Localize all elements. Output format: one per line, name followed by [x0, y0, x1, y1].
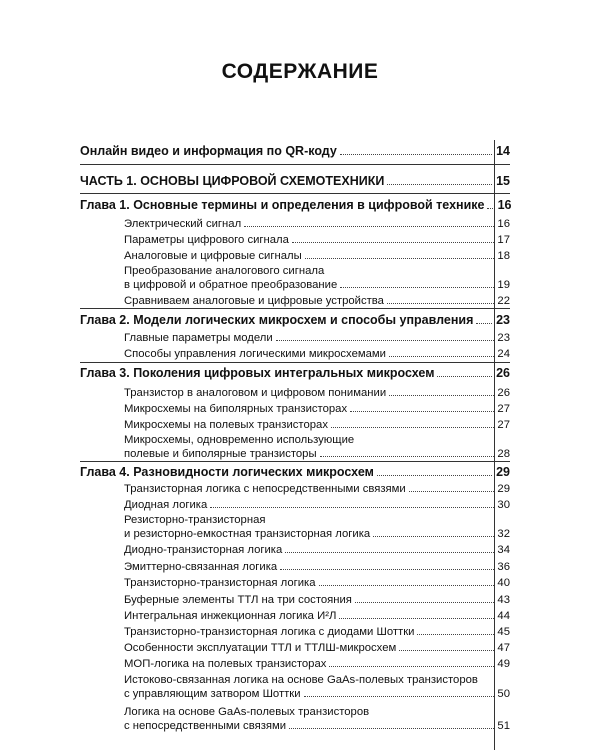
toc-entry-online[interactable]: [80, 144, 510, 158]
toc-subentry[interactable]: [124, 332, 510, 344]
toc-entry-part1[interactable]: [80, 174, 510, 188]
dot-leader: [377, 475, 492, 476]
toc-page-number: 43: [497, 594, 510, 606]
toc-subentry[interactable]: [124, 528, 510, 540]
toc-page-number: 24: [497, 348, 510, 360]
toc-page-number: 14: [496, 144, 510, 158]
toc-subentry[interactable]: [124, 642, 510, 654]
toc-subentry[interactable]: [124, 403, 510, 415]
toc-entry-title: Микросхемы на полевых транзисторах: [124, 419, 328, 431]
toc-entry-chapter4[interactable]: [80, 465, 510, 479]
toc-page-number: 32: [497, 528, 510, 540]
dot-leader: [276, 340, 494, 341]
toc-page-number: 29: [497, 483, 510, 495]
dot-leader: [387, 184, 492, 185]
toc-page-number: 30: [497, 499, 510, 511]
divider: [80, 461, 510, 462]
toc-subentry[interactable]: [124, 610, 510, 622]
toc-subentry[interactable]: [124, 419, 510, 431]
toc-subentry[interactable]: [124, 577, 510, 589]
toc-page-number: 50: [497, 688, 510, 700]
dot-leader: [437, 376, 492, 377]
dot-leader: [355, 602, 494, 603]
toc-page-number: 18: [497, 250, 510, 262]
toc-page-number: 23: [496, 313, 510, 327]
toc-subentry[interactable]: [124, 448, 510, 460]
toc-page-number: 44: [497, 610, 510, 622]
divider: [80, 308, 510, 309]
toc-entry-title: Параметры цифрового сигнала: [124, 234, 289, 246]
dot-leader: [305, 258, 494, 259]
toc-page-number: 45: [497, 626, 510, 638]
toc-page-number: 17: [497, 234, 510, 246]
dot-leader: [487, 208, 493, 209]
dot-leader: [304, 696, 494, 697]
toc-entry-title-line1: Резисторно-транзисторная: [124, 514, 266, 526]
toc-entry-title: Микросхемы на биполярных транзисторах: [124, 403, 348, 415]
toc-page-number: 29: [496, 465, 510, 479]
toc-subentry[interactable]: [124, 234, 510, 246]
toc-subentry[interactable]: [124, 295, 510, 307]
toc-page-number: 36: [497, 561, 510, 573]
dot-leader: [319, 585, 494, 586]
toc-subentry[interactable]: [124, 250, 510, 262]
dot-leader: [244, 226, 494, 227]
divider: [80, 362, 510, 363]
dot-leader: [289, 728, 494, 729]
toc-entry-title: Интегральная инжекционная логика И²Л: [124, 610, 337, 622]
toc-page-number: 22: [497, 295, 510, 307]
toc-entry-title: МОП-логика на полевых транзисторах: [124, 658, 327, 670]
dot-leader: [389, 395, 494, 396]
toc-subentry[interactable]: [124, 483, 510, 495]
toc-page-number: 19: [497, 279, 510, 291]
toc-entry-title: Глава 2. Модели логических микросхем и способы управления: [80, 313, 474, 327]
toc-entry-title: полевые и биполярные транзисторы: [124, 448, 317, 460]
dot-leader: [389, 356, 494, 357]
toc-entry-title: Аналоговые и цифровые сигналы: [124, 250, 302, 262]
toc-entry-title: Диодная логика: [124, 499, 208, 511]
toc-entry-title: Особенности эксплуатации ТТЛ и ТТЛШ-микросхем: [124, 642, 397, 654]
dot-leader: [320, 456, 494, 457]
toc-page-number: 15: [496, 174, 510, 188]
toc-entry-title: Диодно-транзисторная логика: [124, 544, 283, 556]
toc-page-number: 23: [497, 332, 510, 344]
toc-entry-title: Транзисторная логика с непосредственными связями: [124, 483, 406, 495]
toc-page-number: 49: [497, 658, 510, 670]
dot-leader: [417, 634, 494, 635]
toc-page-number: 26: [496, 366, 510, 380]
toc-entry-title: Главные параметры модели: [124, 332, 273, 344]
dot-leader: [331, 427, 494, 428]
toc-subentry[interactable]: [124, 544, 510, 556]
toc-entry-title: Глава 1. Основные термины и определения в цифровой технике: [80, 198, 485, 212]
dot-leader: [476, 323, 492, 324]
toc-page-number: 16: [497, 198, 512, 212]
toc-entry-chapter3[interactable]: [80, 366, 510, 380]
toc-entry-title: Эмиттерно-связанная логика: [124, 561, 278, 573]
toc-page-number: 26: [497, 387, 510, 399]
toc-subentry[interactable]: [124, 348, 510, 360]
toc-entry-chapter1[interactable]: [80, 198, 510, 212]
toc-subentry[interactable]: [124, 688, 510, 700]
toc-entry-title-line1: Истоково-связанная логика на основе GaAs-полевых транзисторов: [124, 674, 478, 686]
dot-leader: [340, 287, 494, 288]
toc-subentry[interactable]: [124, 561, 510, 573]
dot-leader: [339, 618, 494, 619]
dot-leader: [373, 536, 494, 537]
toc-page-number: 40: [497, 577, 510, 589]
dot-leader: [409, 491, 494, 492]
toc-page-number: 27: [497, 419, 510, 431]
dot-leader: [210, 507, 494, 508]
toc-page-number: 51: [497, 720, 510, 732]
toc-entry-title-line1: Преобразование аналогового сигнала: [124, 265, 325, 277]
toc-entry-title-line1: Микросхемы, одновременно использующие: [124, 434, 355, 446]
toc-page-number: 47: [497, 642, 510, 654]
toc-entry-title: Способы управления логическими микросхемами: [124, 348, 386, 360]
toc-subentry[interactable]: [124, 218, 510, 230]
page-title: СОДЕРЖАНИЕ: [221, 60, 379, 83]
dot-leader: [350, 411, 494, 412]
toc-entry-title: Электрический сигнал: [124, 218, 242, 230]
dot-leader: [387, 303, 494, 304]
dot-leader: [280, 569, 494, 570]
toc-entry-title: Глава 4. Разновидности логических микросхем: [80, 465, 374, 479]
toc-entry-title: Транзистор в аналоговом и цифровом понимании: [124, 387, 387, 399]
toc-entry-chapter2[interactable]: [80, 313, 510, 327]
toc-page-number: 34: [497, 544, 510, 556]
toc-subentry[interactable]: [124, 387, 510, 399]
divider: [80, 193, 510, 194]
toc-entry-title: Транзисторно-транзисторная логика: [124, 577, 316, 589]
toc-entry-title: с непосредственными связями: [124, 720, 287, 732]
toc-entry-title: с управляющим затвором Шоттки: [124, 688, 301, 700]
toc-subentry[interactable]: [124, 658, 510, 670]
dot-leader: [285, 552, 494, 553]
divider: [80, 164, 510, 165]
dot-leader: [292, 242, 494, 243]
toc-subentry[interactable]: [124, 720, 510, 732]
toc-subentry[interactable]: [124, 499, 510, 511]
toc-page-number: 27: [497, 403, 510, 415]
toc-page-number: 16: [497, 218, 510, 230]
toc-entry-title: Буферные элементы ТТЛ на три состояния: [124, 594, 352, 606]
toc-entry-title: Онлайн видео и информация по QR-коду: [80, 144, 337, 158]
toc-entry-title: в цифровой и обратное преобразование: [124, 279, 338, 291]
toc-subentry[interactable]: [124, 594, 510, 606]
toc-entry-title: Сравниваем аналоговые и цифровые устройства: [124, 295, 384, 307]
toc-entry-title-line1: Логика на основе GaAs-полевых транзисторов: [124, 706, 370, 718]
toc-entry-title: ЧАСТЬ 1. ОСНОВЫ ЦИФРОВОЙ СХЕМОТЕХНИКИ: [80, 174, 385, 188]
dot-leader: [340, 154, 492, 155]
dot-leader: [329, 666, 494, 667]
dot-leader: [399, 650, 494, 651]
toc-page-number: 28: [497, 448, 510, 460]
toc-entry-title: Транзисторно-транзисторная логика с диодами Шоттки: [124, 626, 415, 638]
toc-entry-title: и резисторно-емкостная транзисторная логика: [124, 528, 371, 540]
toc-subentry[interactable]: [124, 279, 510, 291]
toc-subentry[interactable]: [124, 626, 510, 638]
toc-entry-title: Глава 3. Поколения цифровых интегральных микросхем: [80, 366, 435, 380]
